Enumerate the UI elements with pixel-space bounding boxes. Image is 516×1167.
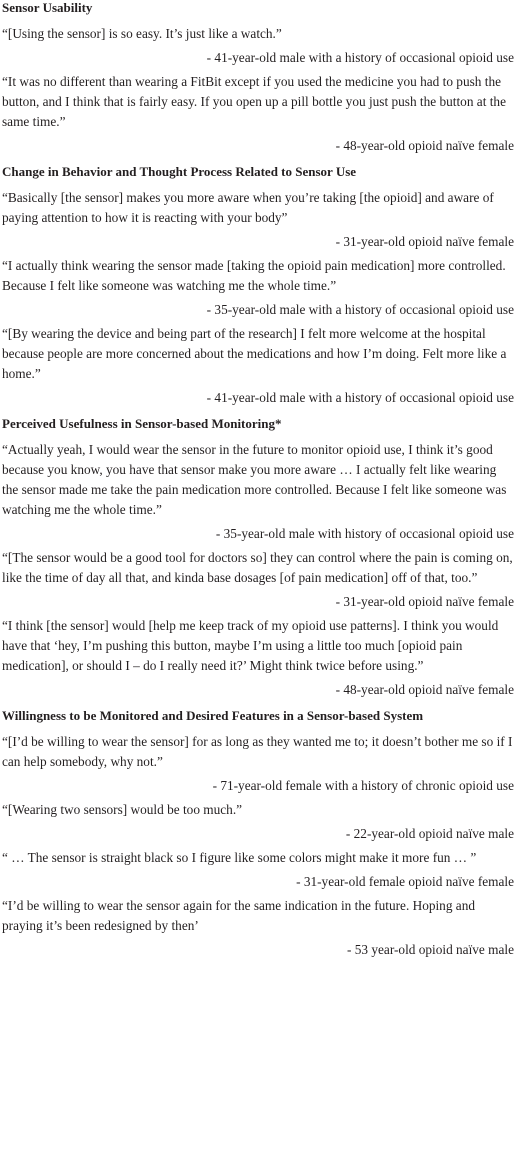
quote-attribution: - 48-year-old opioid naïve female [335,138,514,153]
quote-attribution: - 53 year-old opioid naïve male [347,942,514,957]
section-title: Perceived Usefulness in Sensor-based Monitoring* [2,416,282,431]
section-title: Willingness to be Monitored and Desired Features in a Sensor-based System [2,708,424,723]
quote-text: “[By wearing the device and being part of the research] I felt more welcome at the hospital because people are more concerned about the medications and how I’m doing. Felt more like a home.” [2,326,507,381]
quote-text: “I actually think wearing the sensor made [taking the opioid pain medication] more controlled. Because I felt like someone was watching me the whole time.” [2,258,506,293]
quote-attribution: - 41-year-old male with a history of occasional opioid use [206,50,514,65]
quote-text: “Actually yeah, I would wear the sensor in the future to monitor opioid use, I think it’s good because you know, you have that sensor make you more aware … I actually felt like wearing the sensor made me take the pain medication more controlled. Because I felt like someone was watching me the whole time.” [2,442,507,517]
quote-attribution: - 35-year-old male with a history of occasional opioid use [206,302,514,317]
section-title: Sensor Usability [2,0,93,15]
section-perceived-usefulness [2,416,514,700]
quote-text: “[Wearing two sensors] would be too much.” [2,802,243,817]
quote-text: “Basically [the sensor] makes you more aware when you’re taking [the opioid] and aware of paying attention to how it is reacting with your body” [2,190,494,225]
quote-text: “I’d be willing to wear the sensor again for the same indication in the future. Hoping and praying it’s been redesigned by then’ [2,898,476,933]
section-title: Change in Behavior and Thought Process Related to Sensor Use [2,164,357,179]
quote-attribution: - 31-year-old opioid naïve female [335,234,514,249]
quote-text: “[I’d be willing to wear the sensor] for as long as they wanted me to; it doesn’t bother me so if I can help somebody, why not.” [2,734,513,769]
quote-attribution: - 22-year-old opioid naïve male [345,826,514,841]
section-change-in-behavior [2,164,514,408]
quote-attribution: - 41-year-old male with a history of occasional opioid use [206,390,514,405]
quote-attribution: - 48-year-old opioid naïve female [335,682,514,697]
quote-attribution: - 71-year-old female with a history of chronic opioid use [212,778,514,793]
quote-text: “ … The sensor is straight black so I figure like some colors might make it more fun … ” [2,850,477,865]
quote-text: “[Using the sensor] is so easy. It’s just like a watch.” [2,26,282,41]
section-willingness-to-be-monitored [2,708,514,960]
quote-text: “[The sensor would be a good tool for doctors so] they can control where the pain is coming on, like the time of day all that, and kinda base dosages [of pain medication] off of that, too.” [2,550,513,585]
quote-attribution: - 31-year-old opioid naïve female [335,594,514,609]
quote-attribution: - 35-year-old male with history of occasional opioid use [215,526,514,541]
quote-attribution: - 31-year-old female opioid naïve female [296,874,514,889]
section-sensor-usability [2,0,514,156]
quote-text: “It was no different than wearing a FitBit except if you used the medicine you had to push the button, and I think that is fairly easy. If you open up a pill bottle you just push the button at the same time.” [2,74,506,129]
quote-text: “I think [the sensor] would [help me keep track of my opioid use patterns]. I think you would have that ‘hey, I’m pushing this button, maybe I’m using a little too much [opioid pain medication], or should I – do I really need it?’ Might think twice before using.” [2,618,499,673]
